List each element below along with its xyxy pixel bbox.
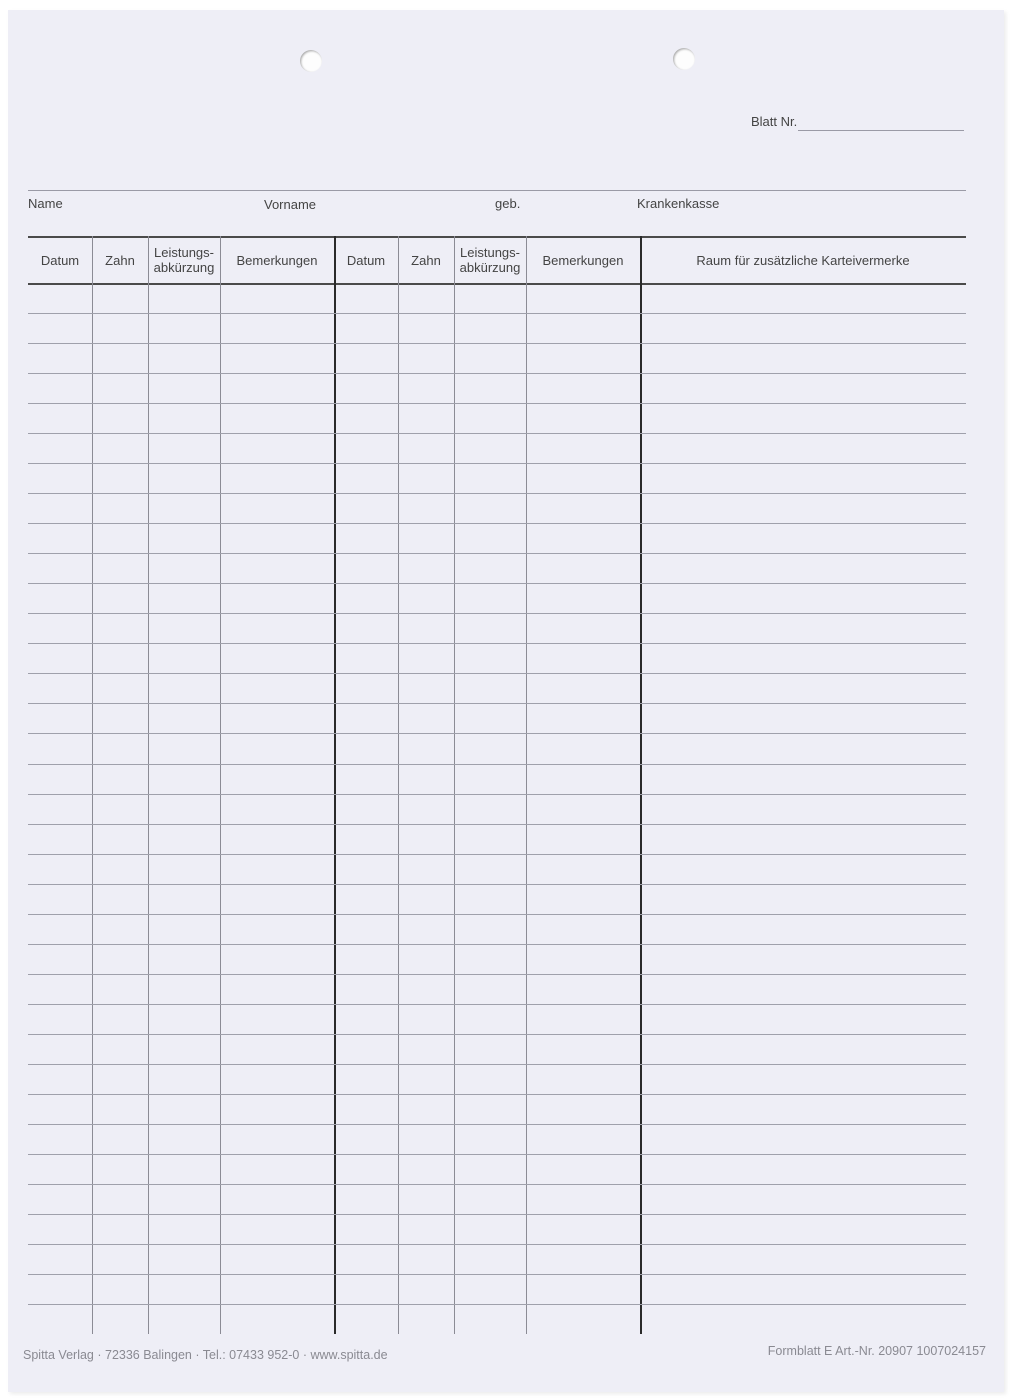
table-row-line xyxy=(28,643,966,644)
col-divider-4 xyxy=(334,236,336,1334)
col-header-zahn-1: Zahn xyxy=(105,252,135,268)
table-row-line xyxy=(28,613,966,614)
table-row-line xyxy=(28,703,966,704)
punch-hole-right xyxy=(673,48,695,70)
col-divider-2 xyxy=(148,236,149,1334)
blatt-nr-line[interactable] xyxy=(798,130,964,131)
col-header-leistung-1 xyxy=(148,238,220,282)
punch-hole-left xyxy=(300,50,322,72)
col-divider-3 xyxy=(220,236,221,1334)
col-header-zahn-2: Zahn xyxy=(411,252,441,268)
table-row-line xyxy=(28,884,966,885)
table-row-line xyxy=(28,1094,966,1095)
table-row-line xyxy=(28,1214,966,1215)
footer-publisher: Spitta Verlag · 72336 Balingen · Tel.: 07433 952-0 · www.spitta.de xyxy=(23,1348,388,1362)
table-row-line xyxy=(28,944,966,945)
col-header-bemerkungen-2: Bemerkungen xyxy=(542,252,624,268)
table-row-line xyxy=(28,914,966,915)
table-row-line xyxy=(28,1124,966,1125)
table-row-line xyxy=(28,974,966,975)
table-row-line xyxy=(28,493,966,494)
krankenkasse-label: Krankenkasse xyxy=(637,196,720,211)
table-row-line xyxy=(28,373,966,374)
col-header-datum-1: Datum xyxy=(40,252,80,268)
table-row-line xyxy=(28,1244,966,1245)
table-row-line xyxy=(28,463,966,464)
table-row-line xyxy=(28,764,966,765)
col-divider-1 xyxy=(92,236,93,1334)
table-row-line xyxy=(28,1184,966,1185)
patient-line-top xyxy=(28,190,966,191)
table-row-line xyxy=(28,1304,966,1305)
table-row-line xyxy=(28,1004,966,1005)
table-row-line xyxy=(28,1064,966,1065)
name-label: Name xyxy=(28,196,63,211)
table-row-line xyxy=(28,343,966,344)
table-row-line xyxy=(28,854,966,855)
table-row-line xyxy=(28,673,966,674)
col-divider-6 xyxy=(454,236,455,1334)
table-row-line xyxy=(28,1274,966,1275)
table-row-line xyxy=(28,733,966,734)
table-row-line xyxy=(28,403,966,404)
vorname-label: Vorname xyxy=(264,197,317,212)
table-row-line xyxy=(28,824,966,825)
col-header-datum-2: Datum xyxy=(346,252,386,268)
col-divider-7 xyxy=(526,236,527,1334)
col-header-leistung-2 xyxy=(454,238,526,282)
geb-label: geb. xyxy=(495,196,521,211)
col-header-karteivermerke: Raum für zusätzliche Karteivermerke xyxy=(696,252,910,268)
col-header-leistung-2-text: Leistungs- abkürzung xyxy=(459,245,521,275)
table-header-bottom xyxy=(28,283,966,285)
col-header-bemerkungen-1: Bemerkungen xyxy=(236,252,318,268)
table-row-line xyxy=(28,553,966,554)
blatt-nr-label: Blatt Nr. xyxy=(751,114,798,129)
col-divider-8 xyxy=(640,236,642,1334)
table-row-line xyxy=(28,583,966,584)
table-row-line xyxy=(28,1154,966,1155)
form-sheet xyxy=(8,10,1004,1392)
table-row-line xyxy=(28,433,966,434)
table-row-line xyxy=(28,794,966,795)
table-row-line xyxy=(28,523,966,524)
table-row-line xyxy=(28,313,966,314)
table-row-line xyxy=(28,1034,966,1035)
footer-form-number: Formblatt E Art.-Nr. 20907 1007024157 xyxy=(767,1344,986,1358)
col-divider-5 xyxy=(398,236,399,1334)
col-header-leistung-1-text: Leistungs- abkürzung xyxy=(153,245,215,275)
